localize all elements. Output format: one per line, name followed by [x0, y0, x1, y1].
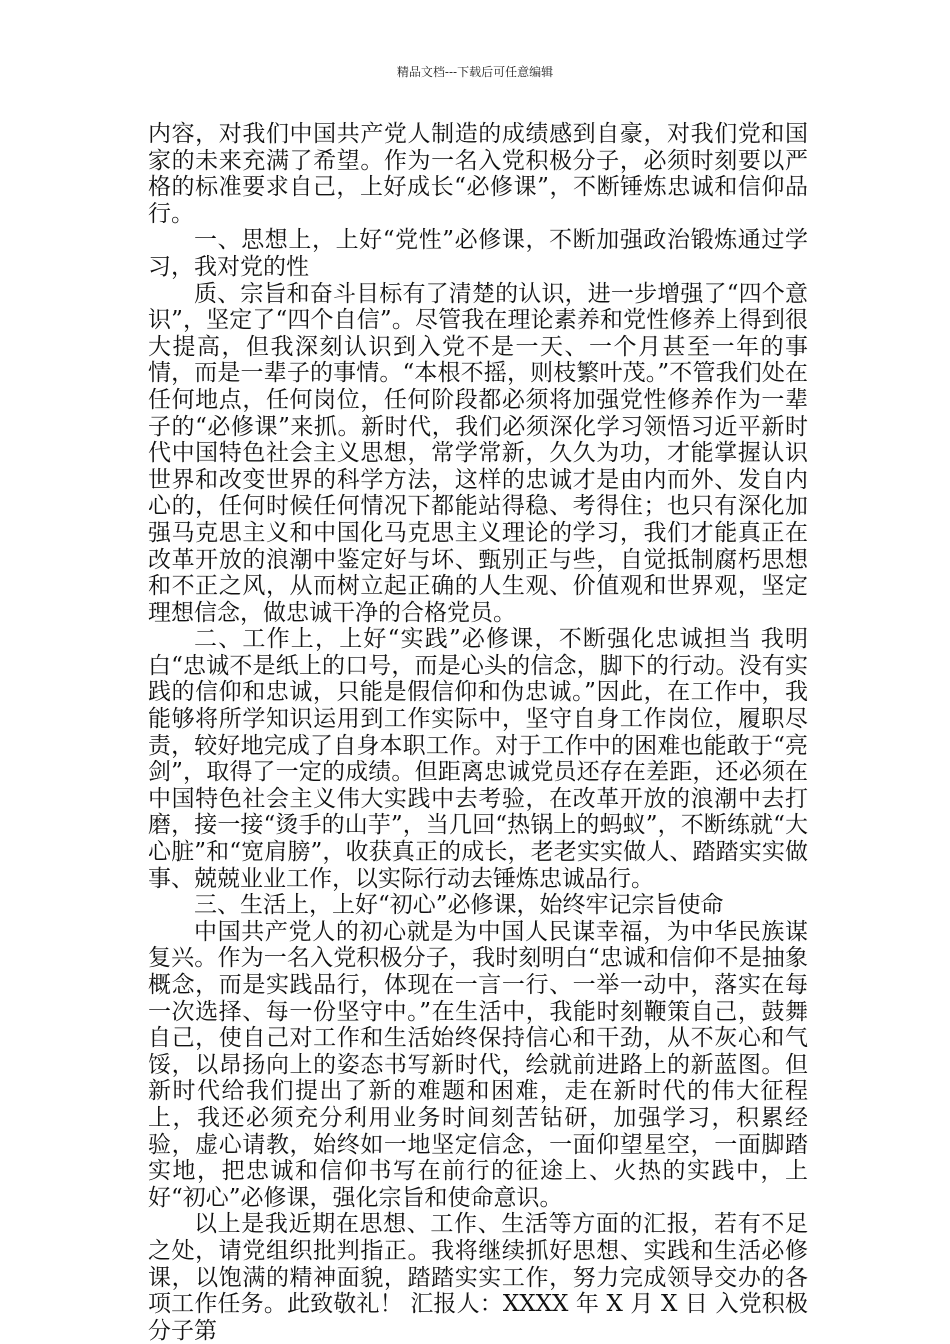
paragraph-life: 中国共产党人的初心就是为中国人民谋幸福，为中华民族谋复兴。作为一名入党积极分子，我时刻明白“忠诚和信仰不是抽象概念，而是实践品行，体现在一言一行、一举一动中，落实在每一次选择、每一份坚守中。”在生活中，我能时刻鞭策自己，鼓舞自己，使自己对工作和生活始终保持信心和干劲，从不灰心和气馁，以昂扬向上的姿态书写新时代，绘就前进路上的新蓝图。但新时代给我们提出了新的难题和困难，走在新时代的伟大征程上，我还必须充分利用业务时间刻苦钻研，加强学习，积累经验，虚心请教，始终如一地坚定信念，一面仰望星空，一面脚踏实地，把忠诚和信仰书写在前行的征途上、火热的实践中，上好“初心”必修课，强化宗旨和使命意识。: [148, 918, 808, 1211]
page-header: 精品文档---下载后可任意编辑: [396, 65, 554, 79]
section-heading-thought: 一、思想上，上好“党性”必修课，不断加强政治锻炼通过学习，我对党的性: [148, 227, 808, 280]
section-heading-work: 二、工作上，上好“实践”必修课，不断强化忠诚担当 我明白“忠诚不是纸上的口号，而是心头的信念，脚下的行动。没有实践的信仰和忠诚，只能是假信仰和伪忠诚。”因此，在工作中，我能够将所学知识运用到工作实际中，坚守自身工作岗位，履职尽责，较好地完成了自身本职工作。对于工作中的困难也能敢于“亮剑”，取得了一定的成绩。但距离忠诚党员还存在差距，还必须在中国特色社会主义伟大实践中去考验，在改革开放的浪潮中去打磨，接一接“烫手的山芋”，当几回“热锅上的蚂蚁”，不断练就“大心脏”和“宽肩膀”，收获真正的成长，老老实实做人、踏踏实实做事、兢兢业业工作，以实际行动去锤炼忠诚品行。: [148, 626, 808, 892]
paragraph-intro: 内容，对我们中国共产党人制造的成绩感到自豪，对我们党和国家的未来充满了希望。作为一名入党积极分子，必须时刻要以严格的标准要求自己，上好成长“必修课”，不断锤炼忠诚和信仰品行。: [148, 121, 808, 227]
paragraph-closing: 以上是我近期在思想、工作、生活等方面的汇报，若有不足之处，请党组织批判指正。我将继续抓好思想、实践和生活必修课，以饱满的精神面貌，踏踏实实工作，努力完成领导交办的各项工作任务。此致敬礼！ 汇报人：XXXX 年 X 月 X 日 入党积极分子第: [148, 1211, 808, 1344]
section-heading-life: 三、生活上，上好“初心”必修课，始终牢记宗旨使命: [194, 892, 724, 919]
paragraph-thought: 质、宗旨和奋斗目标有了清楚的认识，进一步增强了“四个意识”，坚定了“四个自信”。尽管我在理论素养和党性修养上得到很大提高，但我深刻认识到入党不是一天、一个月甚至一年的事情，而是一辈子的事情。“本根不摇，则枝繁叶茂。”不管我们处在任何地点，任何岗位，任何阶段都必须将加强党性修养作为一辈子的“必修课”来抓。新时代，我们必须深化学习领悟习近平新时代中国特色社会主义思想，常学常新，久久为功，才能掌握认识世界和改变世界的科学方法，这样的忠诚才是由内而外、发自内心的，任何时候任何情况下都能站得稳、考得住；也只有深化加强马克思主义和中国化马克思主义理论的学习，我们才能真正在改革开放的浪潮中鉴定好与坏、甄别正与些，自觉抵制腐朽思想和不正之风，从而树立起正确的人生观、价值观和世界观，坚定理想信念，做忠诚干净的合格党员。: [148, 280, 808, 626]
document-body: [148, 121, 808, 1344]
